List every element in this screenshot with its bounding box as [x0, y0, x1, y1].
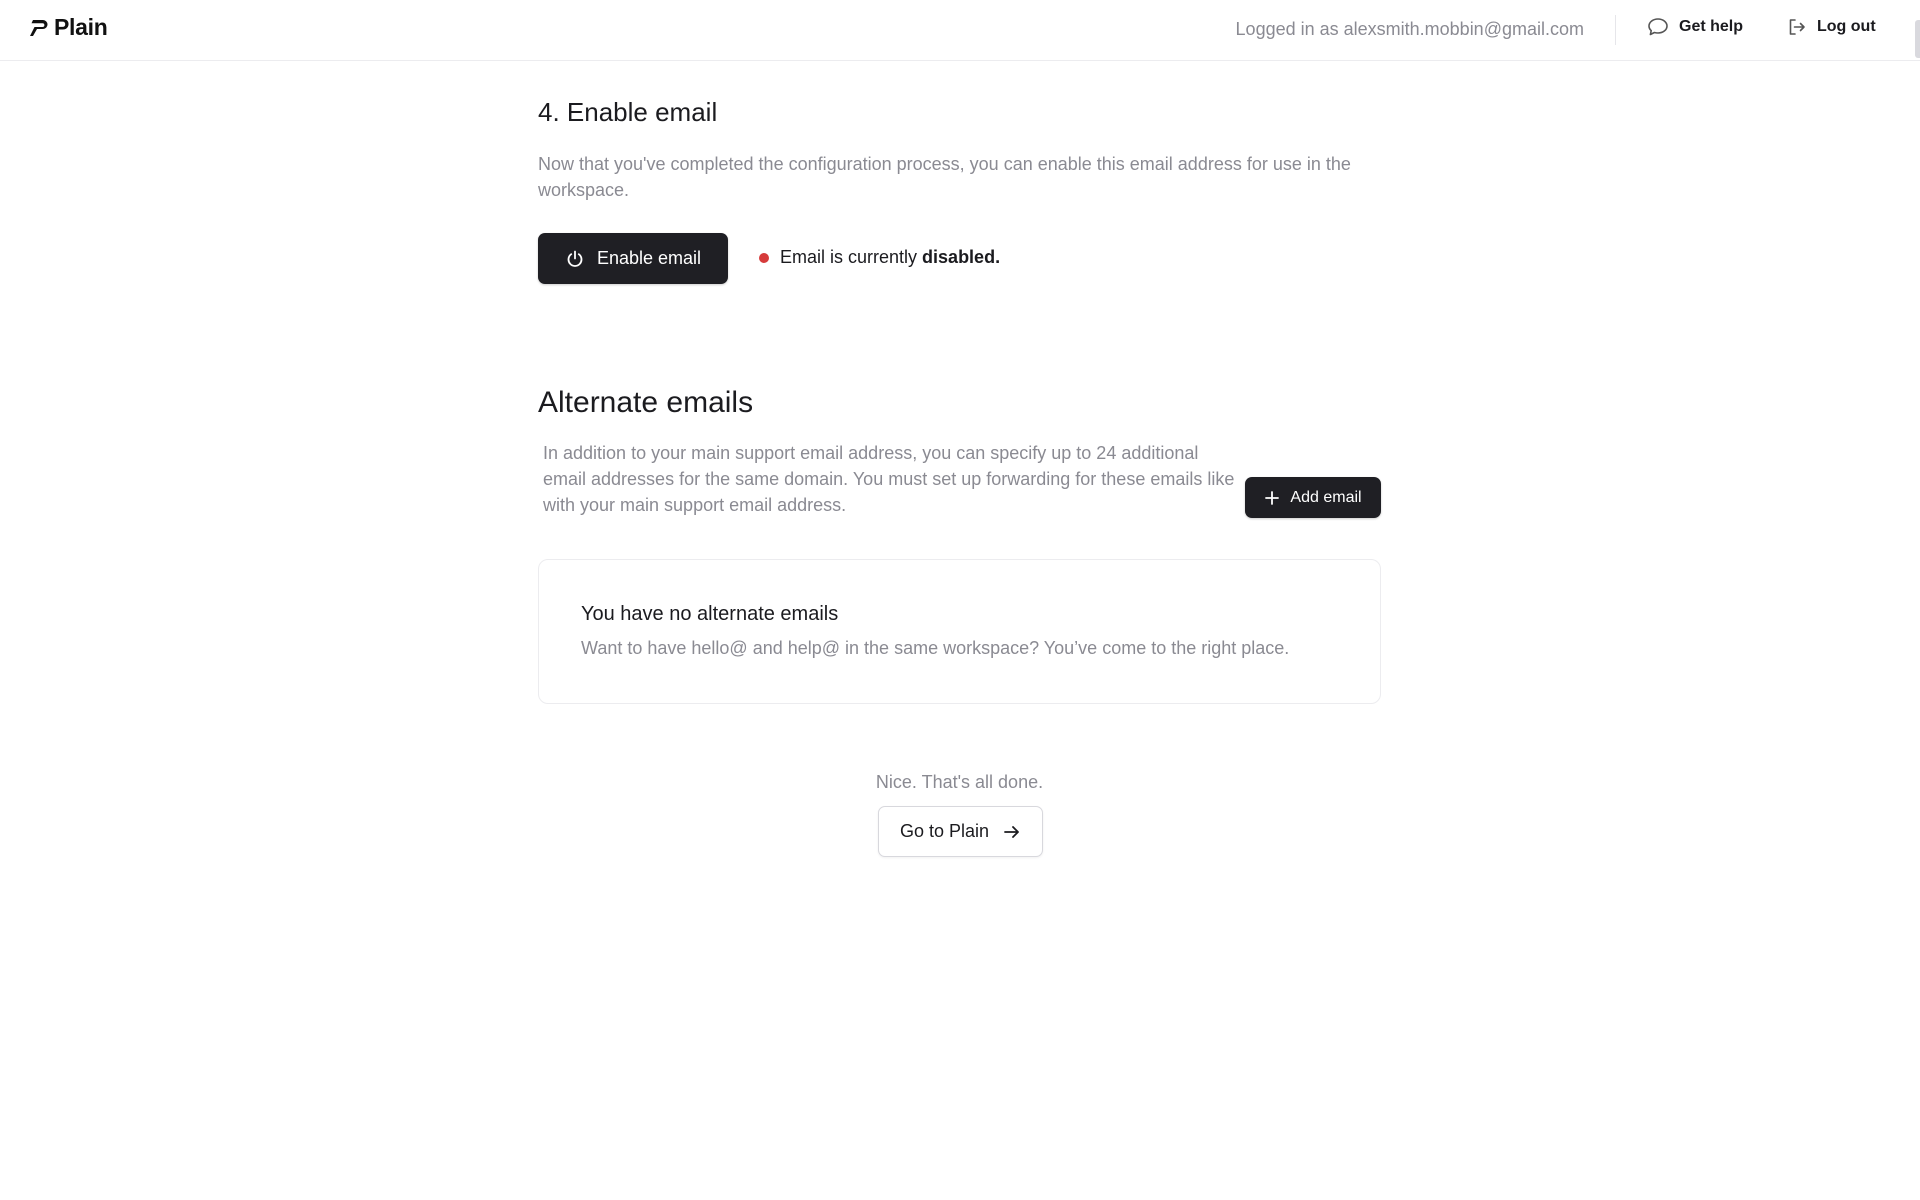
header-divider — [1615, 15, 1616, 45]
scrollbar-thumb[interactable] — [1915, 20, 1920, 58]
log-out-label: Log out — [1817, 18, 1876, 35]
add-email-label: Add email — [1290, 488, 1362, 506]
empty-state-subtitle: Want to have hello@ and help@ in the same workspace? You’ve come to the right place. — [581, 638, 1290, 658]
empty-alternate-emails-card — [538, 559, 1381, 704]
empty-state-title: You have no alternate emails — [581, 603, 839, 625]
enable-email-description: Now that you've completed the configuration process, you can enable this email address for use in the workspace. — [538, 154, 1351, 200]
enable-email-button[interactable] — [538, 233, 728, 284]
enable-email-heading: 4. Enable email — [538, 97, 718, 127]
enable-email-label: Enable email — [596, 248, 702, 268]
plus-icon — [1264, 490, 1280, 506]
alternate-emails-heading: Alternate emails — [538, 386, 754, 419]
power-icon — [565, 249, 585, 269]
top-bar — [0, 0, 1920, 61]
logout-icon — [1787, 17, 1807, 37]
status-prefix: Email is currently — [780, 247, 918, 267]
plain-logo[interactable] — [30, 14, 107, 41]
arrow-right-icon — [1003, 824, 1021, 840]
status-value: disabled. — [922, 247, 1001, 267]
status-dot-icon — [759, 253, 769, 263]
brand-name: Plain — [54, 14, 108, 40]
get-help-button[interactable] — [1647, 17, 1743, 37]
chat-bubble-icon — [1647, 17, 1669, 37]
plain-logo-icon — [30, 18, 48, 38]
log-out-button[interactable] — [1787, 17, 1876, 37]
go-to-plain-button[interactable] — [878, 806, 1043, 857]
get-help-label: Get help — [1679, 18, 1744, 35]
logged-in-text: Logged in as alexsmith.mobbin@gmail.com — [1235, 19, 1584, 39]
go-to-plain-label: Go to Plain — [899, 821, 990, 841]
add-email-button[interactable] — [1245, 477, 1381, 518]
email-status — [759, 247, 1000, 268]
alternate-emails-description: In addition to your main support email address, you can specify up to 24 additional email addresses for the same domain. You must set up forwarding for these emails like with your main support email address. — [543, 443, 1235, 515]
completion-message: Nice. That's all done. — [875, 772, 1044, 792]
